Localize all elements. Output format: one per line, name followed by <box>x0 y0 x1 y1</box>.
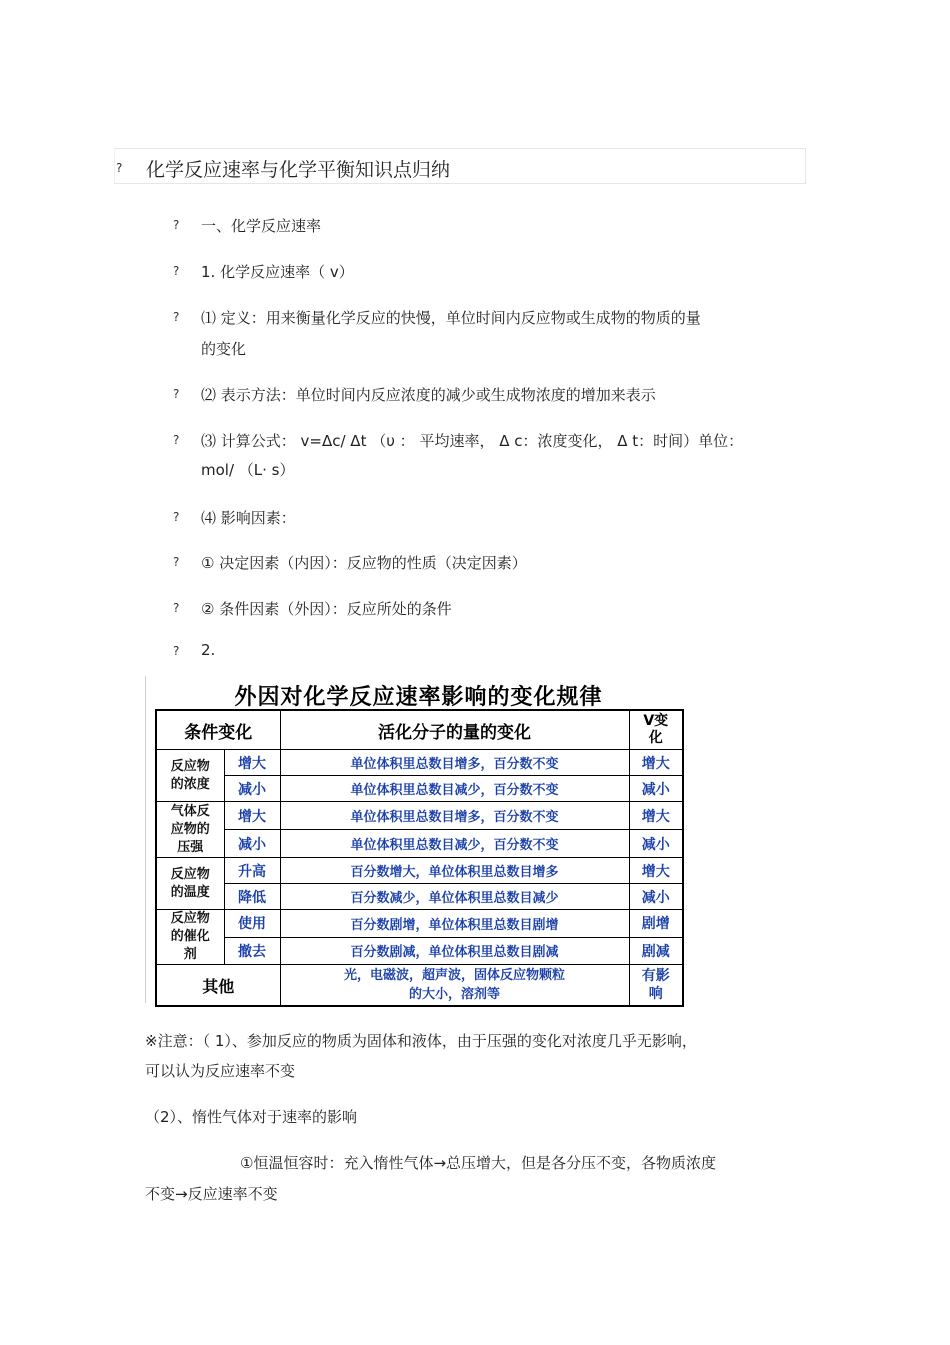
category-label-segment: 反应物 <box>170 758 210 774</box>
v-change-cell: 增大 <box>629 750 683 776</box>
category-label-segment: 反应物 <box>170 866 210 882</box>
v-change-cell: 剧减 <box>629 937 683 965</box>
line-bullet: ? <box>173 601 180 615</box>
line-bullet: ? <box>173 510 180 524</box>
description-cell: 百分数增大，单位体积里总数目增多 <box>280 858 629 884</box>
condition-cell: 减小 <box>224 830 280 858</box>
description-cell: 单位体积里总数目增多，百分数不变 <box>280 802 629 830</box>
rate-factors-figure <box>145 676 690 1003</box>
category-label-segment: 的温度 <box>170 884 210 900</box>
description-cell: 百分数剧减，单位体积里总数目剧减 <box>280 937 629 965</box>
category-label-segment: 压强 <box>177 839 204 855</box>
figure-title: 外因对化学反应速率影响的变化规律 <box>234 685 603 710</box>
note-line: 可以认为反应速率不变 <box>145 1062 296 1080</box>
v-change-cell-other <box>629 965 683 1007</box>
label-segment: V变 <box>643 713 669 729</box>
label-segment: 响 <box>648 986 663 1002</box>
condition-cell: 降低 <box>224 884 280 910</box>
line-bullet: ? <box>173 310 180 324</box>
item-two-line: 2. <box>201 641 216 659</box>
table-header-row <box>156 710 683 750</box>
table-row <box>156 830 683 858</box>
internal-factor-line: ① 决定因素（内因）：反应物的性质（决定因素） <box>201 554 527 572</box>
description-cell: 单位体积里总数目减少，百分数不变 <box>280 776 629 802</box>
subsection-heading: 1. 化学反应速率（ v） <box>201 263 354 281</box>
category-label-segment: 的催化 <box>170 929 210 944</box>
description-cell: 百分数减少，单位体积里总数目减少 <box>280 884 629 910</box>
v-change-cell: 减小 <box>629 884 683 910</box>
condition-cell: 撤去 <box>224 937 280 965</box>
label-segment: 化 <box>648 730 663 746</box>
description-cell: 单位体积里总数目增多，百分数不变 <box>280 750 629 776</box>
condition-cell: 减小 <box>224 776 280 802</box>
description-cell: 百分数剧增，单位体积里总数目剧增 <box>280 910 629 938</box>
description-cell: 单位体积里总数目减少，百分数不变 <box>280 830 629 858</box>
condition-cell: 使用 <box>224 910 280 938</box>
factors-line: ⑷ 影响因素： <box>201 509 296 527</box>
note-line: 不变→反应速率不变 <box>145 1185 278 1203</box>
category-label-segment: 气体反 <box>170 803 210 819</box>
document-title: 化学反应速率与化学平衡知识点归纳 <box>146 159 451 181</box>
definition-line: ⑴ 定义：用来衡量化学反应的快慢，单位时间内反应物或生成物的物质的量 <box>201 309 701 327</box>
note-line: ※注意：（ 1）、参加反应的物质为固体和液体，由于压强的变化对浓度几乎无影响， <box>145 1032 697 1050</box>
label-segment: 有影 <box>641 968 670 984</box>
condition-cell: 增大 <box>224 802 280 830</box>
table-row <box>156 910 683 938</box>
line-bullet: ? <box>173 644 180 658</box>
v-change-cell: 增大 <box>629 802 683 830</box>
category-label-segment: 反应物 <box>170 911 210 926</box>
condition-cell: 升高 <box>224 858 280 884</box>
v-change-cell: 减小 <box>629 776 683 802</box>
header-v-change <box>629 710 683 750</box>
representation-line: ⑵ 表示方法：单位时间内反应浓度的减少或生成物浓度的增加来表示 <box>201 386 656 404</box>
rate-factors-table <box>155 709 684 1007</box>
v-change-cell: 剧增 <box>629 910 683 938</box>
line-bullet: ? <box>173 264 180 278</box>
category-label-segment: 剂 <box>183 947 197 962</box>
formula-line-cont: mol/ （L· s） <box>201 461 295 479</box>
table-row <box>156 884 683 910</box>
note-line: （2）、惰性气体对于速率的影响 <box>145 1108 358 1126</box>
external-factor-line: ② 条件因素（外因）：反应所处的条件 <box>201 600 452 618</box>
note-line: ①恒温恒容时：充入惰性气体→总压增大，但是各分压不变，各物质浓度 <box>240 1154 717 1172</box>
category-catalyst <box>156 910 224 965</box>
line-bullet: ? <box>173 555 180 569</box>
line-bullet: ? <box>173 218 180 232</box>
formula-line: ⑶ 计算公式： v=Δc/ Δt （υ ： 平均速率， Δ c：浓度变化， Δ t：时间）单位： <box>201 432 744 450</box>
title-bullet: ? <box>116 161 123 175</box>
table-row <box>156 802 683 830</box>
description-other-line2: 的大小，溶剂等 <box>408 987 500 1002</box>
section-heading: 一、化学反应速率 <box>201 217 322 235</box>
table-row <box>156 858 683 884</box>
category-label-segment: 的浓度 <box>170 776 210 792</box>
v-change-cell: 减小 <box>629 830 683 858</box>
line-bullet: ? <box>173 433 180 447</box>
category-concentration <box>156 750 224 802</box>
category-label-segment: 应物的 <box>170 821 210 837</box>
category-other: 其他 <box>156 965 280 1007</box>
category-pressure <box>156 802 224 858</box>
header-activated: 活化分子的量的变化 <box>280 710 629 750</box>
table-row <box>156 750 683 776</box>
condition-cell: 增大 <box>224 750 280 776</box>
header-condition: 条件变化 <box>156 710 280 750</box>
description-cell-other <box>280 965 629 1007</box>
description-other-line1: 光，电磁波，超声波，固体反应物颗粒 <box>343 968 565 983</box>
line-bullet: ? <box>173 387 180 401</box>
table-row <box>156 776 683 802</box>
table-row <box>156 937 683 965</box>
v-change-cell: 增大 <box>629 858 683 884</box>
definition-line-cont: 的变化 <box>201 340 247 358</box>
category-temperature <box>156 858 224 910</box>
table-row-other <box>156 965 683 1007</box>
